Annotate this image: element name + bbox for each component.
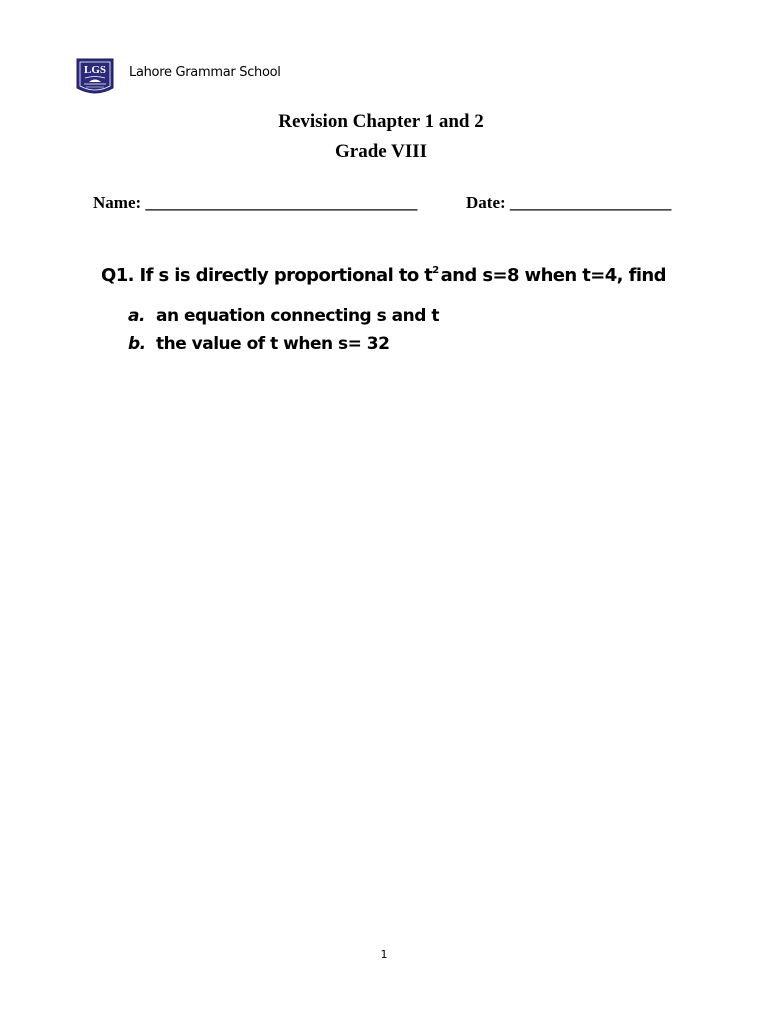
question-part-a [128,306,439,326]
school-name: Lahore Grammar School [129,65,281,80]
name-label: Name: [93,193,142,212]
page-number: 1 [380,948,388,961]
part-letter: b. [128,334,146,354]
grade-title: Grade VIII [334,141,428,162]
worksheet-title: Revision Chapter 1 and 2 [278,111,484,132]
part-text: an equation connecting s and t [156,306,439,326]
name-blank: ________________________________ [145,193,418,212]
logo-lettering: LGS [83,64,107,76]
school-logo [76,58,114,98]
question-1 [101,265,666,286]
question-part-b [128,334,389,354]
exponent: 2 [432,265,439,276]
question-text-end: and s=8 when t=4, find [440,265,666,286]
part-text: the value of t when s= 32 [156,334,390,354]
date-label: Date: [466,193,506,212]
date-field [466,193,671,213]
name-field [93,193,417,213]
date-blank: ___________________ [509,193,672,212]
question-text-start: Q1. If s is directly proportional to t [101,265,433,286]
part-letter: a. [128,306,145,326]
